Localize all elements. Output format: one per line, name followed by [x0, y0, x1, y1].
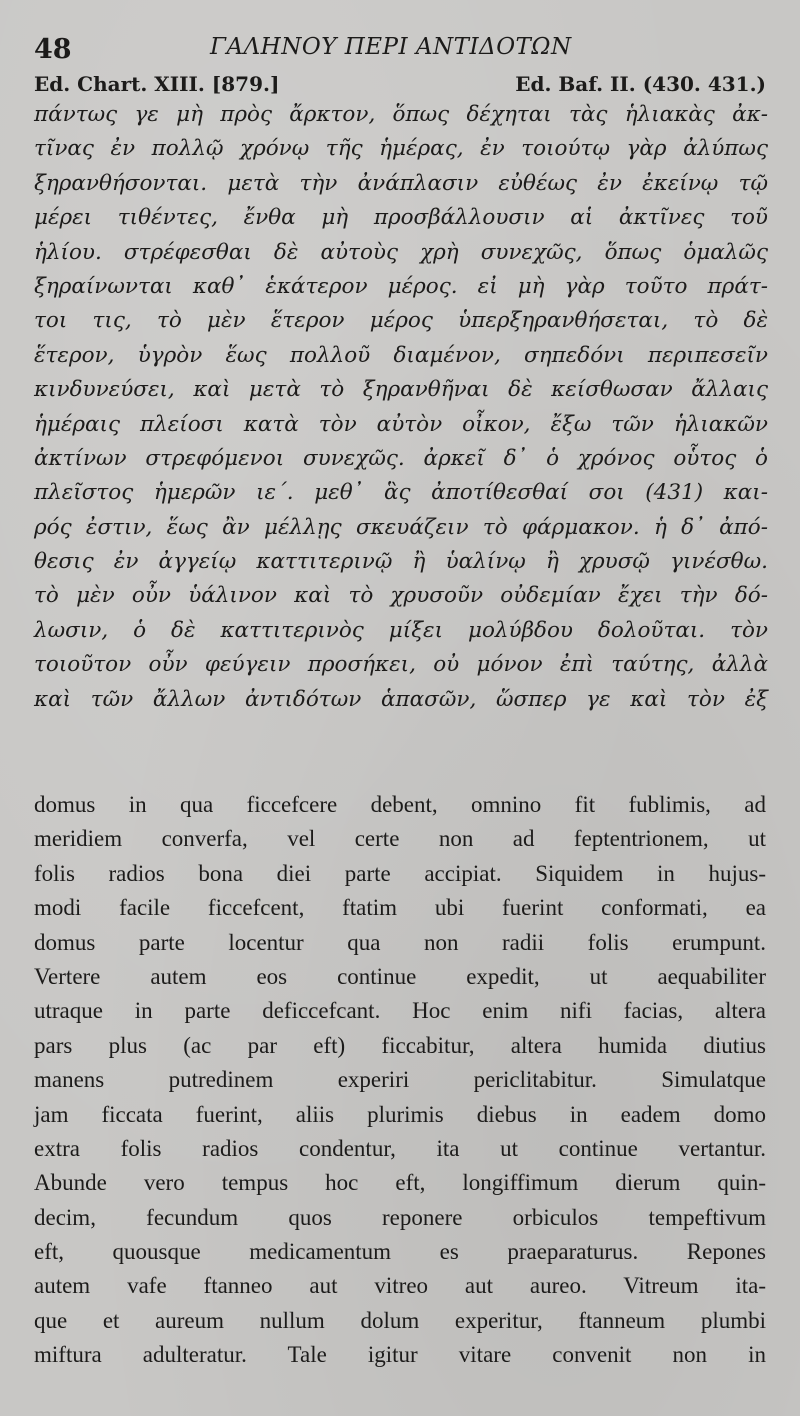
greek-line: λωσιν, ὁ δὲ καττιτερινὸς μίξει μολύβδου δολοῦται. τὸν: [34, 617, 768, 643]
running-title: ΓΑΛΗΝΟΥ ΠΕΡΙ ΑΝΤΙΔΟΤΩΝ: [210, 34, 572, 60]
edition-reference-chartier: Ed. Chart. XIII. [879.]: [34, 72, 280, 96]
latin-line: autem vafe ftanneo aut vitreo aut aureo. Vitreum ita-: [34, 1273, 766, 1299]
greek-line: ρός ἐστιν, ἕως ἂν μέλλῃς σκευάζειν τὸ φάρμακον. ἡ δ᾽ ἀπό-: [34, 514, 768, 540]
latin-line: domus parte locentur qua non radii folis erumpunt.: [34, 929, 766, 955]
latin-line: meridiem converfa, vel certe non ad feptentrionem, ut: [34, 826, 766, 852]
greek-line: πάντως γε μὴ πρὸς ἄρκτον, ὅπως δέχηται τὰς ἡλιακὰς ἀκ-: [34, 102, 768, 127]
greek-line: τοιοῦτον οὖν φεύγειν προσήκει, οὐ μόνον ἐπὶ ταύτης, ἀλλὰ: [34, 652, 768, 678]
latin-line: eft, quousque medicamentum es praeparaturus. Repones: [34, 1239, 766, 1265]
greek-line: τὸ μὲν οὖν ὑάλινον καὶ τὸ χρυσοῦν οὐδεμίαν ἔχει τὴν δό-: [34, 583, 768, 609]
greek-line: ξηραίνωνται καθ᾽ ἑκάτερον μέρος. εἰ μὴ γὰρ τοῦτο πράτ-: [34, 273, 768, 299]
greek-line: ξηρανθήσονται. μετὰ τὴν ἀνάπλασιν εὐθέως ἐν ἐκείνῳ τῷ: [34, 170, 768, 196]
greek-line: ἡλίου. στρέφεσθαι δὲ αὐτοὺς χρὴ συνεχῶς, ὅπως ὁμαλῶς: [34, 239, 768, 265]
latin-line: extra folis radios condentur, ita ut continue vertantur.: [34, 1135, 766, 1161]
greek-line: καὶ τῶν ἄλλων ἀντιδότων ἁπασῶν, ὥσπερ γε καὶ τὸν ἐξ: [34, 686, 768, 712]
greek-line: ἕτερον, ὑγρὸν ἕως πολλοῦ διαμένον, σηπεδόνι περιπεσεῖν: [34, 342, 768, 368]
latin-line: manens putredinem experiri periclitabitur. Simulatque: [34, 1067, 766, 1093]
latin-line: utraque in parte deficcefcant. Hoc enim nifi facias, altera: [34, 998, 766, 1024]
greek-line: ἡμέραις πλείοσι κατὰ τὸν αὐτὸν οἶκον, ἔξω τῶν ἡλιακῶν: [34, 411, 768, 437]
page-number: 48: [34, 34, 72, 65]
latin-line: Vertere autem eos continue expedit, ut aequabiliter: [34, 963, 766, 989]
latin-line: miftura adulteratur. Tale igitur vitare convenit non in: [34, 1342, 766, 1368]
greek-text-block: [34, 98, 768, 717]
greek-line: πλεῖστος ἡμερῶν ιε΄. μεθ᾽ ἃς ἀποτίθεσθαί σοι (431) και-: [34, 480, 768, 506]
greek-line: μέρει τιθέντες, ἔνθα μὴ προσβάλλουσιν αἱ ἀκτῖνες τοῦ: [34, 205, 768, 231]
latin-line: que et aureum nullum dolum experitur, ftanneum plumbi: [34, 1307, 766, 1333]
greek-line: κινδυνεύσει, καὶ μετὰ τὸ ξηρανθῆναι δὲ κείσθωσαν ἄλλαις: [34, 377, 768, 403]
edition-reference-basel: Ed. Baf. II. (430. 431.): [515, 72, 766, 96]
latin-line: folis radios bona diei parte accipiat. Siquidem in hujus-: [34, 860, 766, 886]
latin-text-block: [34, 788, 766, 1373]
latin-line: modi facile ficcefcent, ftatim ubi fuerint conformati, ea: [34, 895, 766, 921]
latin-line: pars plus (ac par eft) ficcabitur, altera humida diutius: [34, 1032, 766, 1058]
latin-line: Abunde vero tempus hoc eft, longiffimum dierum quin-: [34, 1170, 766, 1196]
greek-line: θεσις ἐν ἀγγείῳ καττιτερινῷ ἢ ὑαλίνῳ ἢ χρυσῷ γινέσθω.: [34, 549, 768, 575]
greek-line: τῖνας ἐν πολλῷ χρόνῳ τῆς ἡμέρας, ἐν τοιούτῳ γὰρ ἀλύπως: [34, 136, 768, 162]
greek-line: τοι τις, τὸ μὲν ἕτερον μέρος ὑπερξηρανθήσεται, τὸ δὲ: [34, 308, 768, 334]
latin-line: jam ficcata fuerint, aliis plurimis diebus in eadem domo: [34, 1101, 766, 1127]
latin-line: domus in qua ficcefcere debent, omnino fit fublimis, ad: [34, 792, 766, 817]
edition-references: [34, 72, 766, 100]
latin-line: decim, fecundum quos reponere orbiculos tempeftivum: [34, 1204, 766, 1230]
greek-line: ἀκτίνων στρεφόμενοι συνεχῶς. ἀρκεῖ δ᾽ ὁ χρόνος οὗτος ὁ: [34, 445, 768, 471]
page-header: [34, 30, 764, 70]
